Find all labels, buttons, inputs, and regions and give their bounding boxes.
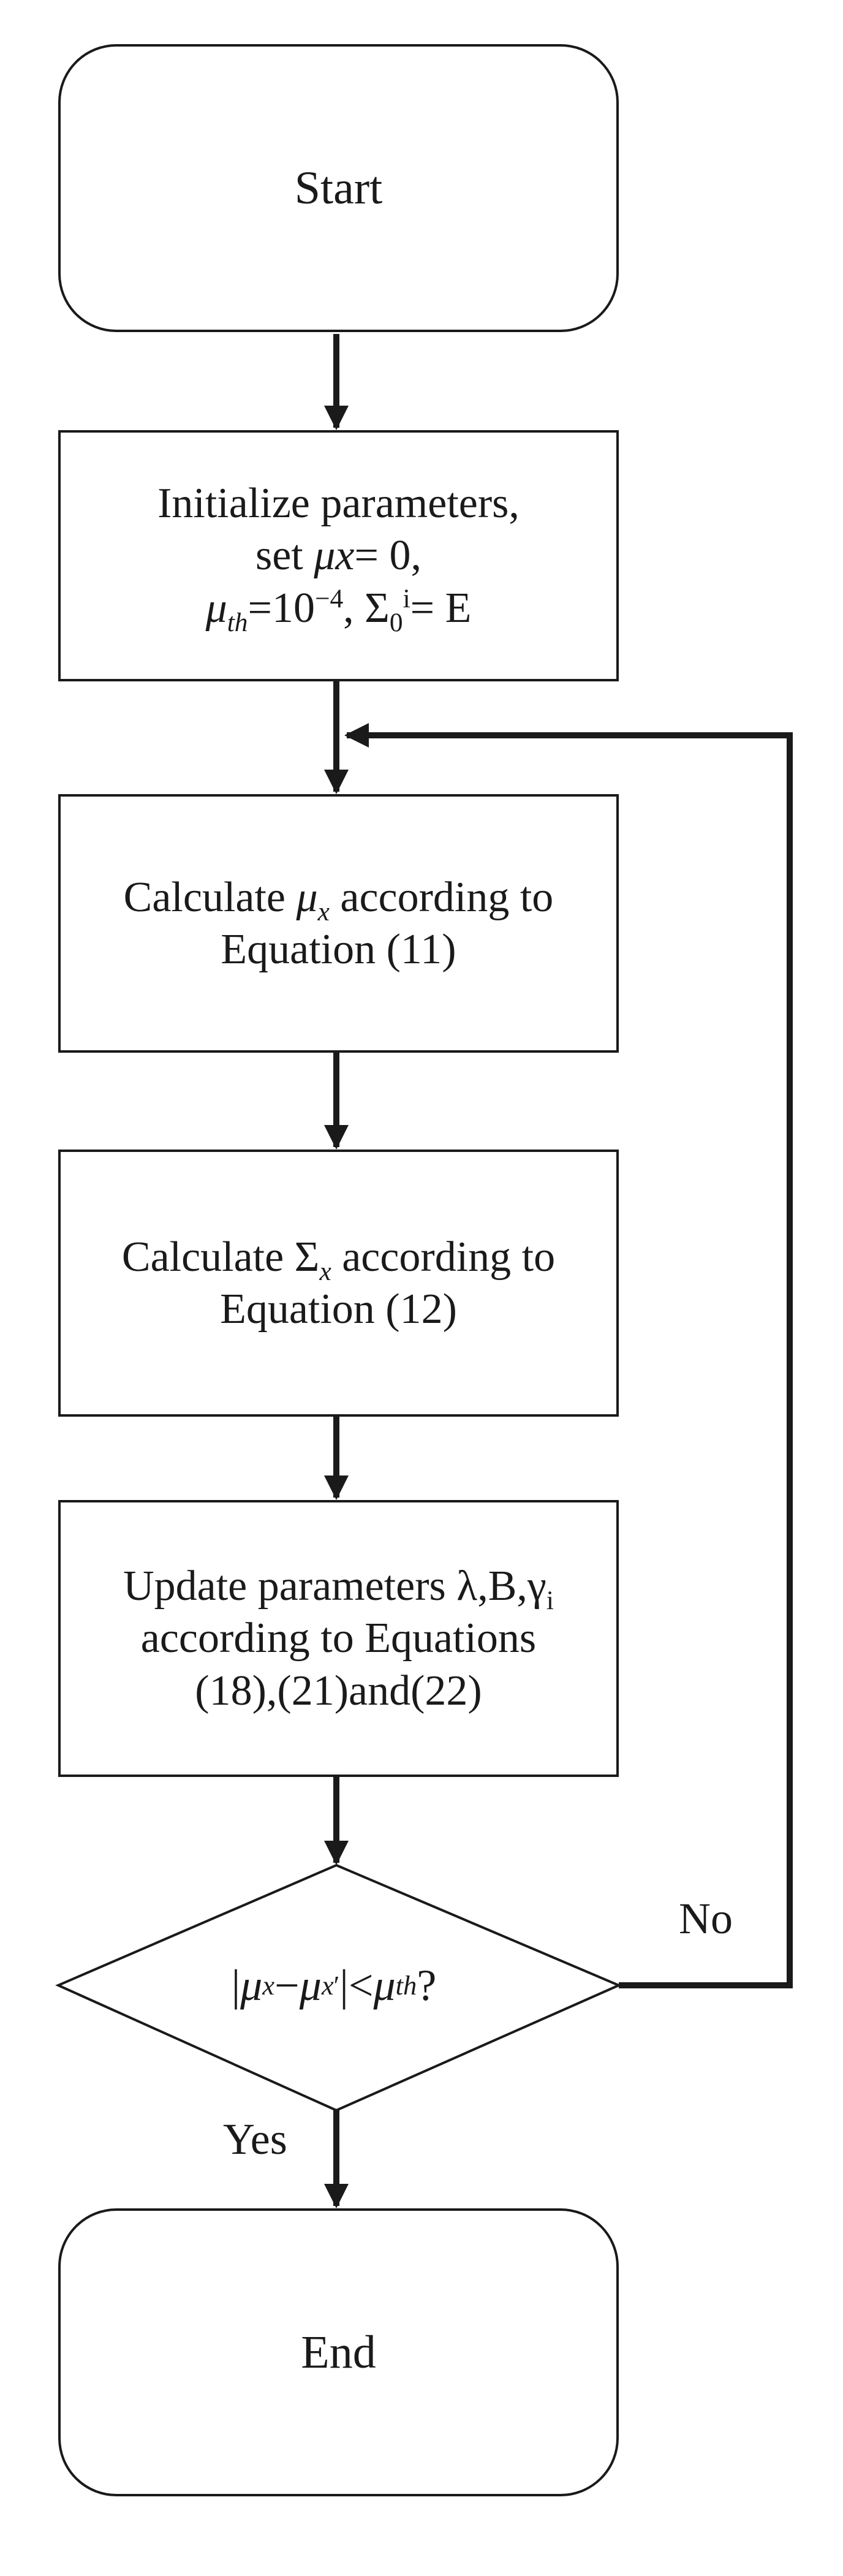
end-label: End (301, 2326, 376, 2378)
init-line-2: set μx= 0, (255, 532, 422, 580)
calculate-mu-box (58, 794, 619, 1053)
yes-label: Yes (223, 2115, 287, 2164)
calc-mu-line-1: Calculate $\mu_x$ according to (123, 873, 554, 926)
start-node (58, 44, 619, 332)
calc-sigma-line-1: Calculate $\Sigma_x$ according to (121, 1233, 556, 1286)
initialize-box (58, 430, 619, 681)
calculate-sigma-box (58, 1150, 619, 1417)
update-line-3: (18),(21)and(22) (195, 1667, 482, 1714)
calc-mu-line-2: Equation (11) (221, 926, 456, 973)
no-label: No (679, 1894, 733, 1943)
start-label: Start (294, 162, 383, 214)
update-line-1: Update parameters $\lambda,B,\gamma_i$ (123, 1562, 554, 1616)
update-line-2: according to Equations (140, 1615, 537, 1662)
decision-condition: | μ x − μ x ′ |< μ th ? (231, 1960, 437, 2010)
end-node (58, 2208, 619, 2496)
init-line-1: Initialize parameters, (157, 479, 520, 527)
calc-sigma-line-2: Equation (12) (220, 1286, 457, 1333)
init-line-3: $\mu_{th}=10^{-4}$, $\Sigma_0^i= E$ (205, 583, 472, 637)
update-parameters-box (58, 1500, 619, 1777)
